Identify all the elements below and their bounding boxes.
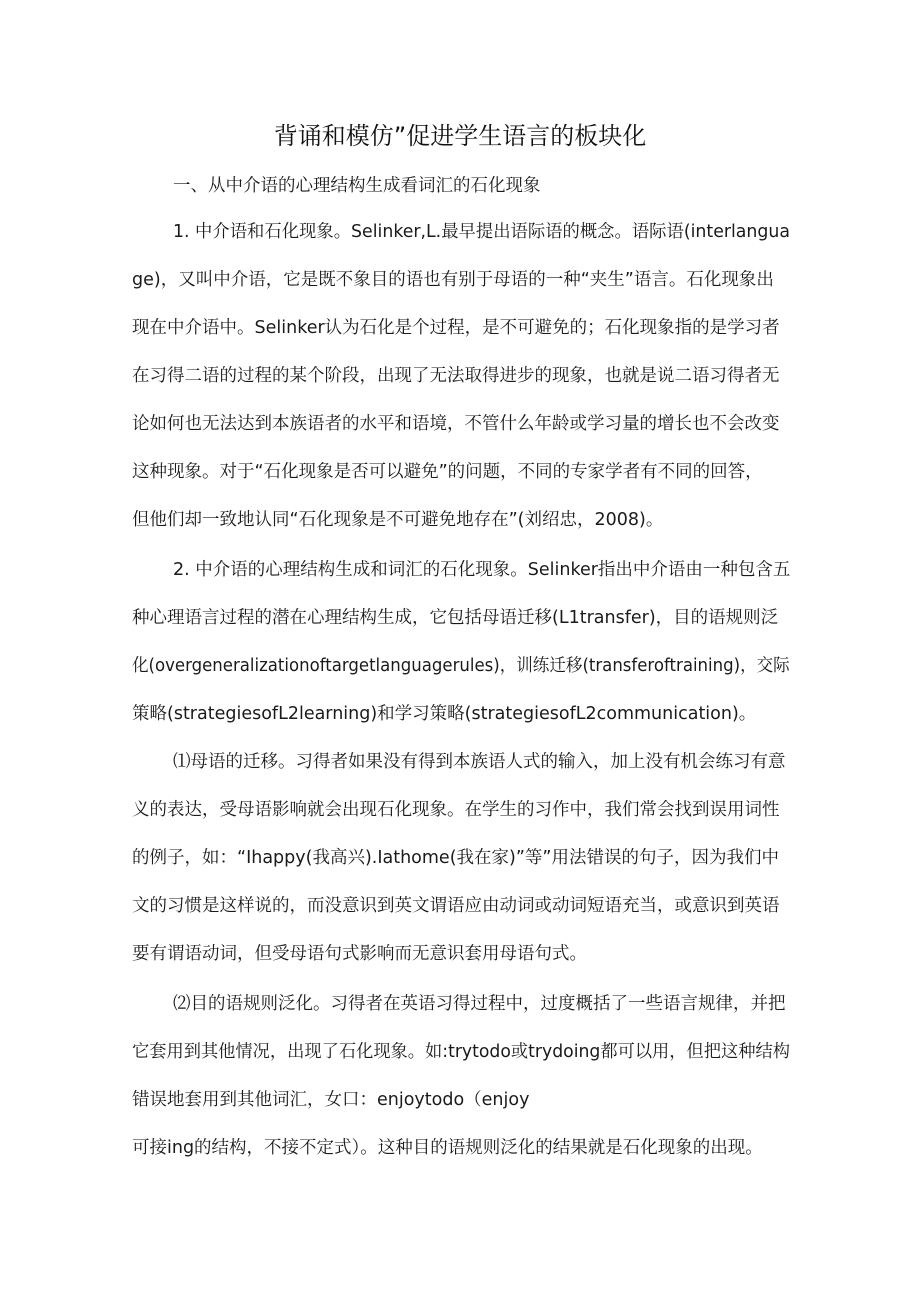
paragraph-1-line-6: 这种现象。对于“石化现象是否可以避免”的问题，不同的专家学者有不同的回答， — [132, 462, 763, 482]
paragraph-3-line-2: 义的表达，受母语影响就会出现石化现象。在学生的习作中，我们常会找到误用词性 — [132, 800, 780, 820]
paragraph-3-line-5: 要有谓语动词，但受母语句式影响而无意识套用母语句式。 — [132, 944, 587, 964]
page-title: 背诵和模仿”促进学生语言的板块化 — [273, 122, 647, 150]
paragraph-3-line-3: 的例子，如：“Ihappy(我高兴).Iathome(我在家)”等”用法错误的句子，因为我们中 — [132, 848, 779, 868]
paragraph-1-line-3: 现在中介语中。Selinker认为石化是个过程，是不可避免的；石化现象指的是学习者 — [132, 318, 780, 338]
paragraph-2-line-1: 2. 中介语的心理结构生成和词汇的石化现象。Selinker指出中介语由一种包含五 — [173, 560, 791, 580]
paragraph-3-line-4: 文的习惯是这样说的，而没意识到英文谓语应由动词或动词短语充当，或意识到英语 — [132, 896, 780, 916]
paragraph-2-line-2: 种心理语言过程的潜在心理结构生成，它包括母语迁移(L1transfer)，目的语规则泛 — [132, 608, 779, 628]
paragraph-1-line-4: 在习得二语的过程的某个阶段，出现了无法取得进步的现象，也就是说二语习得者无 — [132, 366, 780, 386]
paragraph-1-line-1: 1. 中介语和石化现象。Selinker,L.最早提出语际语的概念。语际语(interlangua — [173, 222, 791, 242]
paragraph-1-line-2: ge)，又叫中介语，它是既不象目的语也有别于母语的一种“夹生”语言。石化现象出 — [132, 270, 774, 290]
paragraph-4-line-3: 错误地套用到其他词汇，女口：enjoytodo（enjoy — [132, 1090, 530, 1110]
paragraph-4-line-4: 可接ing的结构，不接不定式）。这种目的语规则泛化的结果就是石化现象的出现。 — [132, 1138, 763, 1158]
paragraph-4-line-1: ⑵目的语规则泛化。习得者在英语习得过程中，过度概括了一些语言规律，并把 — [173, 994, 786, 1014]
section-heading: 一、从中介语的心理结构生成看词汇的石化现象 — [173, 176, 541, 196]
paragraph-2-line-4: 策略(strategiesofL2learning)和学习策略(strategiesofL2communication)。 — [132, 704, 757, 724]
paragraph-4-line-2: 它套用到其他情况，出现了石化现象。如:trytodo或trydoing都可以用，但把这种结构 — [132, 1042, 790, 1062]
paragraph-1-line-7: 但他们却一致地认同“石化现象是不可避免地存在”(刘绍忠，2008)。 — [132, 510, 664, 530]
paragraph-1-line-5: 论如何也无法达到本族语者的水平和语境，不管什么年龄或学习量的增长也不会改变 — [132, 414, 780, 434]
paragraph-2-line-3: 化(overgeneralizationoftargetlanguagerules)，训练迁移(transferoftraining)，交际 — [132, 656, 790, 676]
paragraph-3-line-1: ⑴母语的迁移。习得者如果没有得到本族语人式的输入，加上没有机会练习有意 — [173, 752, 786, 772]
